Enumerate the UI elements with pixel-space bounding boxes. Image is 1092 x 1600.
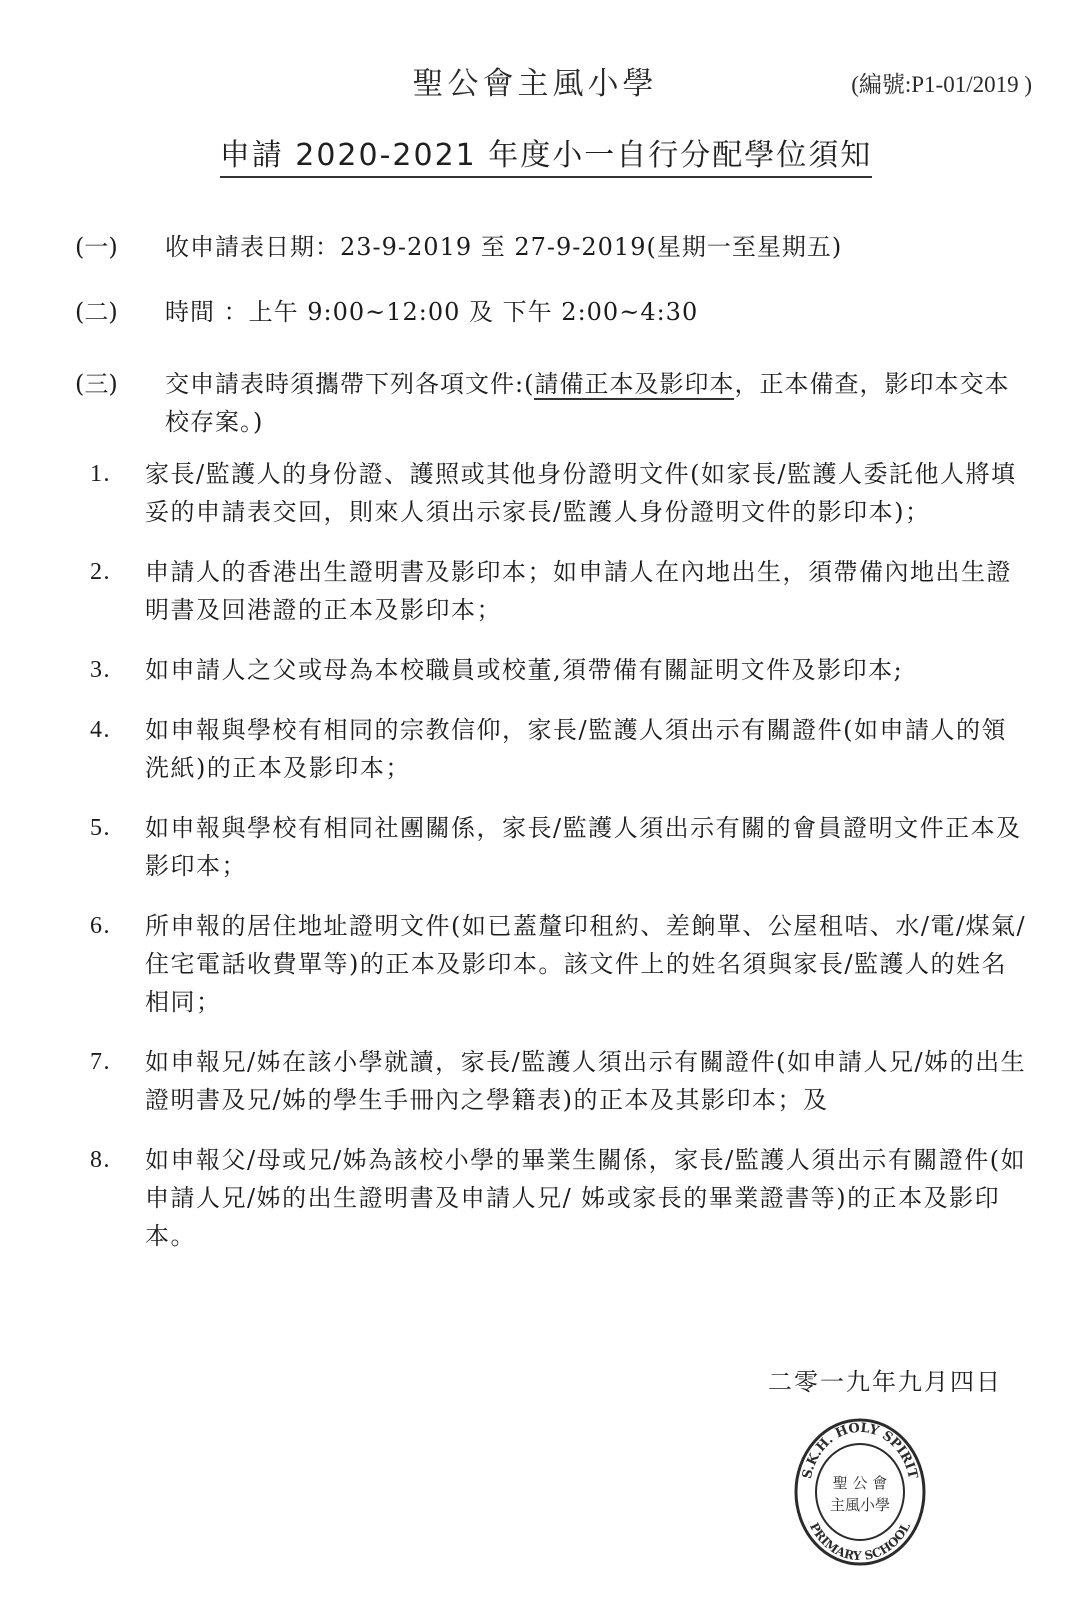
list-item <box>90 809 1032 885</box>
list-item-number: 4. <box>90 717 111 743</box>
section-text: 時間 ：上午 9:00~12:00 及 下午 2:00~4:30 <box>165 298 699 326</box>
list-item <box>90 907 1032 1021</box>
section-text-post: ，正本備查，影印本交本校存案。) <box>165 370 1010 436</box>
seal-middle-line1: 聖 公 會 <box>832 1474 888 1492</box>
list-item <box>90 455 1032 531</box>
list-item-number: 5. <box>90 815 111 841</box>
list-item-number: 3. <box>90 657 111 683</box>
section-application-dates <box>75 228 1032 266</box>
list-item-number: 8. <box>90 1147 111 1173</box>
list-item-number: 2. <box>90 559 111 585</box>
school-name: 聖公會主風小學 <box>412 66 658 102</box>
list-item-text: 家長/監護人的身份證、護照或其他身份證明文件(如家長/監護人委託他人將填妥的申請表交回，則來人須出示家長/監護人身份證明文件的影印本)； <box>145 460 1017 526</box>
section-label: (二) <box>75 298 118 326</box>
list-item-text: 如申報兄/姊在該小學就讀，家長/監護人須出示有關證件(如申請人兄/姊的出生證明書及兄/姊的學生手冊內之學籍表)的正本及其影印本；及 <box>145 1048 1027 1114</box>
list-item-number: 7. <box>90 1049 111 1075</box>
section-text: 收申請表日期：23-9-2019 至 27-9-2019(星期一至星期五) <box>165 233 843 261</box>
document-title <box>0 130 1092 174</box>
list-item-text: 申請人的香港出生證明書及影印本；如申請人在內地出生，須帶備內地出生證明書及回港證的正本及影印本； <box>145 558 1012 624</box>
list-item-number: 6. <box>90 913 111 939</box>
list-item <box>90 651 1032 689</box>
list-item <box>90 1141 1032 1255</box>
document-title-text: 申請 2020-2021 年度小一自行分配學位須知 <box>220 138 873 178</box>
seal-middle-line2: 主風小學 <box>829 1496 891 1514</box>
underlined-note: 請備正本及影印本 <box>534 370 735 398</box>
document-code: (編號:P1-01/2019 ) <box>851 72 1032 97</box>
school-seal-icon <box>790 1410 930 1570</box>
list-item-text: 如申報與學校有相同社團關係，家長/監護人須出示有關的會員證明文件正本及影印本； <box>145 814 1022 880</box>
list-item-text: 如申報父/母或兄/姊為該校小學的畢業生關係，家長/監護人須出示有關證件(如申請人兄/姊的出生證明書及申請人兄/ 姊或家長的畢業證書等)的正本及影印本。 <box>145 1146 1027 1250</box>
document-date: 二零一九年九月四日 <box>768 1368 1002 1396</box>
section-office-hours <box>75 293 1032 331</box>
list-item-text: 如申報與學校有相同的宗教信仰，家長/監護人須出示有關證件(如申請人的領洗紙)的正本及影印本； <box>145 716 1007 782</box>
document-list <box>90 455 1032 1277</box>
list-item <box>90 553 1032 629</box>
list-item <box>90 1043 1032 1119</box>
list-item <box>90 711 1032 787</box>
section-label: (一) <box>75 233 118 261</box>
svg-text:S.K.H. HOLY SPIRIT <box>800 1421 920 1481</box>
list-item-number: 1. <box>90 461 111 487</box>
section-text-pre: 交申請表時須攜帶下列各項文件:( <box>165 370 535 398</box>
list-item-text: 如申請人之父或母為本校職員或校董,須帶備有關証明文件及影印本; <box>145 656 904 684</box>
svg-text:PRIMARY SCHOOL <box>807 1520 913 1563</box>
section-required-documents <box>75 365 1032 441</box>
section-label: (三) <box>75 370 118 398</box>
list-item-text: 所申報的居住地址證明文件(如已蓋釐印租約、差餉單、公屋租咭、水/電/煤氣/住宅電話收費單等)的正本及影印本。該文件上的姓名須與家長/監護人的姓名相同； <box>145 912 1027 1016</box>
section-text <box>165 365 1032 441</box>
seal-bottom-text: PRIMARY SCHOOL <box>807 1520 913 1564</box>
seal-top-text: S.K.H. HOLY SPIRIT <box>799 1420 921 1481</box>
